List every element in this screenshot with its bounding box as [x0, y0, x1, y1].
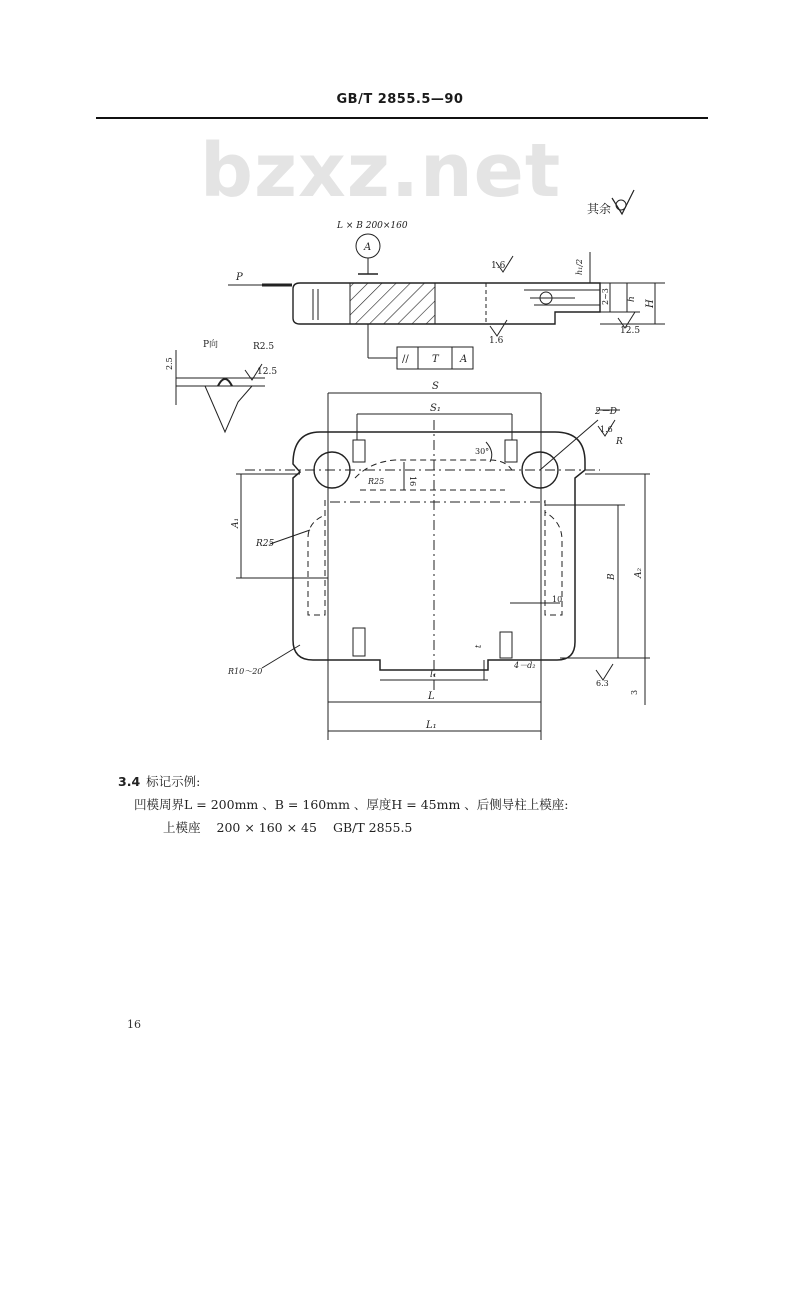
marking-example-designation — [163, 818, 424, 836]
p-view-label: P向 — [203, 340, 219, 350]
dim-R: R — [616, 437, 623, 447]
watermark: bzxz.net — [200, 128, 562, 214]
dim-L1: L₁ — [426, 720, 437, 731]
designation-name: 上模座 — [163, 820, 201, 835]
roughness-top-label: 1.6 — [491, 261, 506, 271]
roughness-right-label: 12.5 — [620, 326, 641, 336]
dim-L: L — [428, 691, 435, 702]
dim-30: 30° — [475, 447, 490, 456]
marking-example-description: 凹模周界L = 200mm 、B = 160mm 、厚度H = 45mm 、后侧导柱上模座: — [134, 797, 569, 812]
surface-finish-other-label: 其余 — [587, 202, 612, 216]
dim-H: H — [645, 299, 656, 308]
side-section-view — [293, 252, 665, 324]
tol-value: T — [432, 354, 439, 365]
dim-B: B — [607, 573, 617, 580]
dim-10: 10 — [552, 595, 563, 604]
dim-16: 16 — [408, 476, 417, 487]
dim-S1: S₁ — [430, 403, 441, 414]
dim-h1-half: h₁/2 — [575, 258, 584, 275]
plan-roughness-symbol — [596, 664, 613, 680]
datum-a-label: A — [364, 242, 372, 253]
arrow-p-label: P — [236, 272, 243, 283]
dim-R10-20: R10～20 — [228, 667, 263, 676]
p-roughness-label: 12.5 — [257, 367, 278, 377]
section-title: 标记示例: — [146, 774, 201, 789]
roughness-bottom-label: 1.6 — [489, 336, 504, 346]
dim-4d2: 4－d₂ — [514, 661, 536, 670]
datum-a-bubble — [356, 234, 380, 274]
dim-A1: A₁ — [231, 517, 241, 528]
p-dim-label: 2.5 — [165, 357, 174, 370]
section-number: 3.4 — [118, 774, 141, 789]
tol-datum: A — [460, 354, 468, 365]
page-number: 16 — [127, 1018, 141, 1031]
standard-header: GB/T 2855.5—90 — [336, 92, 464, 107]
dim-2-3: 2~3 — [601, 288, 610, 305]
tol-parallel-symbol: // — [402, 354, 409, 365]
dim-A2: A₂ — [634, 567, 644, 578]
dim-S: S — [432, 381, 439, 392]
dim-h: h — [627, 296, 637, 302]
section-heading — [118, 772, 200, 790]
lxb-label: L × B 200×160 — [337, 221, 408, 231]
dim-R25-top: R25 — [368, 477, 385, 486]
dim-2D: 2－D — [595, 407, 617, 417]
dim-L1-inner: l₁ — [430, 670, 437, 680]
p-radius-label: R2.5 — [253, 342, 275, 352]
plan-roughness-label: 6.3 — [596, 679, 609, 688]
p-view-detail — [176, 350, 265, 432]
surface-finish-other-symbol — [612, 190, 634, 214]
dim-t: t — [474, 644, 483, 648]
designation-standard: GB/T 2855.5 — [332, 820, 413, 835]
plan-view — [245, 420, 600, 690]
roughness-bottom-symbol — [490, 320, 507, 336]
designation-size: 200 × 160 × 45 — [216, 820, 317, 835]
tolerance-frame — [368, 324, 473, 369]
plan-dimension-lines — [236, 393, 650, 740]
dim-R25-left: R25 — [256, 539, 275, 549]
dim-2D-roughness: 1.6 — [600, 425, 613, 434]
dim-3: 3 — [630, 689, 639, 695]
